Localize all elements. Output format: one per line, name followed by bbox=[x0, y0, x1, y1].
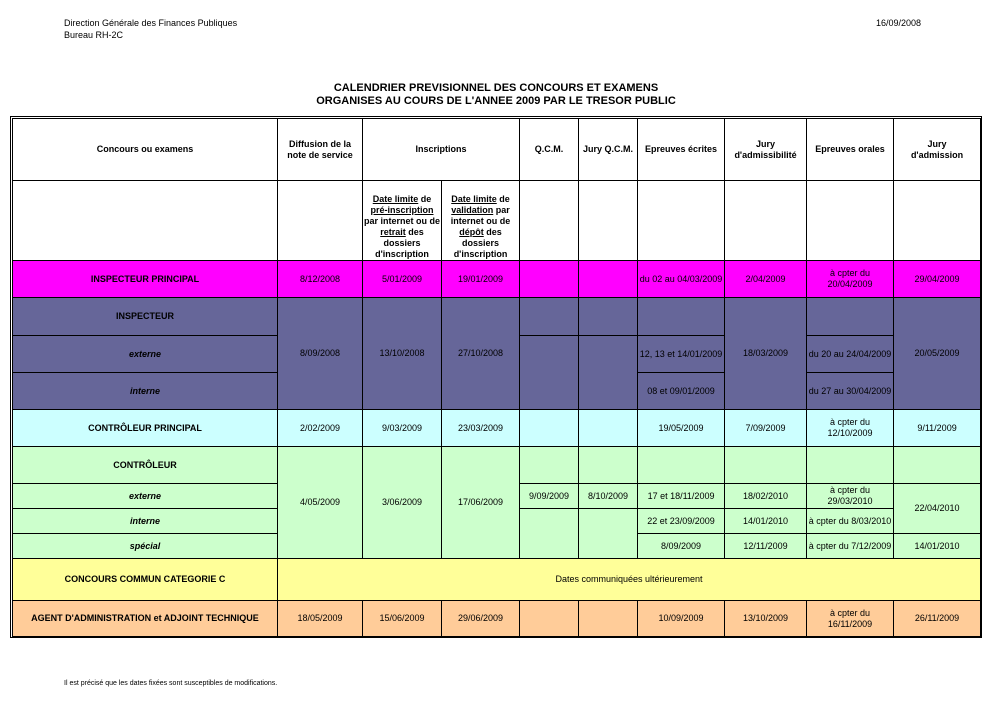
admission-cell bbox=[894, 447, 981, 484]
valid-text-1: Date limite bbox=[451, 194, 497, 204]
col-header-qcm: Q.C.M. bbox=[520, 119, 579, 181]
admission-cell: 20/05/2009 bbox=[894, 298, 981, 410]
diffusion-cell: 18/05/2009 bbox=[278, 601, 363, 637]
orales-cell: à cpter du 12/10/2009 bbox=[807, 410, 894, 447]
jury-qcm-cell bbox=[579, 447, 638, 484]
orales-cell bbox=[807, 447, 894, 484]
orales-cell bbox=[807, 298, 894, 336]
jury-admissibilite-cell: 2/04/2009 bbox=[725, 261, 807, 298]
jury-admissibilite-cell bbox=[725, 447, 807, 484]
col-header-orales: Epreuves orales bbox=[807, 119, 894, 181]
orales-cell: à cpter du 20/04/2009 bbox=[807, 261, 894, 298]
calendar-table bbox=[12, 118, 981, 637]
ecrites-cell bbox=[638, 447, 725, 484]
orales-cell: à cpter du 7/12/2009 bbox=[807, 534, 894, 559]
row-concours-commun-c bbox=[13, 559, 981, 601]
jury-qcm-cell bbox=[579, 261, 638, 298]
footer-note: Il est précisé que les dates fixées sont susceptibles de modifications. bbox=[64, 680, 278, 687]
row-label: INSPECTEUR PRINCIPAL bbox=[13, 261, 278, 298]
blank-cell bbox=[894, 181, 981, 261]
row-label: interne bbox=[13, 373, 278, 410]
col-header-preinscription bbox=[363, 181, 442, 261]
jury-admissibilite-cell: 13/10/2009 bbox=[725, 601, 807, 637]
col-header-jury-admission bbox=[894, 119, 981, 181]
jury-admission-line-1: Jury bbox=[927, 138, 947, 149]
valid-text-3: validation bbox=[451, 205, 494, 215]
ecrites-cell: 10/09/2009 bbox=[638, 601, 725, 637]
title-line-2: ORGANISES AU COURS DE L'ANNEE 2009 PAR LE TRESOR PUBLIC bbox=[316, 95, 676, 107]
preinsc-text-2: de bbox=[418, 194, 432, 204]
diffusion-cell: 8/09/2008 bbox=[278, 298, 363, 410]
admission-cell: 26/11/2009 bbox=[894, 601, 981, 637]
row-label: INSPECTEUR bbox=[13, 298, 278, 336]
blank-cell bbox=[725, 181, 807, 261]
blank-cell bbox=[807, 181, 894, 261]
qcm-cell bbox=[520, 509, 579, 559]
jury-qcm-cell bbox=[579, 410, 638, 447]
document-date: 16/09/2008 bbox=[876, 18, 922, 28]
validation-cell: 19/01/2009 bbox=[442, 261, 520, 298]
qcm-cell bbox=[520, 447, 579, 484]
jury-adm-line-1: Jury bbox=[756, 138, 776, 149]
row-inspecteur-principal bbox=[13, 261, 981, 298]
valid-text-6: des dossiers d'inscription bbox=[453, 227, 508, 259]
row-label: CONCOURS COMMUN CATEGORIE C bbox=[13, 559, 278, 601]
ecrites-cell bbox=[638, 298, 725, 336]
row-label: spécial bbox=[13, 534, 278, 559]
col-header-ecrites: Epreuves écrites bbox=[638, 119, 725, 181]
preinscription-cell: 15/06/2009 bbox=[363, 601, 442, 637]
admission-cell: 9/11/2009 bbox=[894, 410, 981, 447]
subheader-row bbox=[13, 181, 981, 261]
ecrites-cell: 8/09/2009 bbox=[638, 534, 725, 559]
col-header-diffusion: Diffusion de la note de service bbox=[278, 119, 363, 181]
validation-cell: 27/10/2008 bbox=[442, 298, 520, 410]
row-label: externe bbox=[13, 336, 278, 373]
blank-cell bbox=[520, 181, 579, 261]
preinsc-text-4: par internet ou de bbox=[364, 216, 441, 226]
org-line-2: Bureau RH-2C bbox=[64, 30, 124, 40]
jury-qcm-cell bbox=[579, 509, 638, 559]
jury-admissibilite-cell: 7/09/2009 bbox=[725, 410, 807, 447]
row-label: CONTRÔLEUR PRINCIPAL bbox=[13, 410, 278, 447]
ecrites-cell: 12, 13 et 14/01/2009 bbox=[638, 336, 725, 373]
row-label: AGENT D'ADMINISTRATION et ADJOINT TECHNIQUE bbox=[13, 601, 278, 637]
preinsc-text-5: retrait bbox=[380, 227, 406, 237]
qcm-cell bbox=[520, 336, 579, 410]
valid-text-5: dépôt bbox=[459, 227, 484, 237]
col-header-jury-admissibilite bbox=[725, 119, 807, 181]
blank-cell bbox=[278, 181, 363, 261]
jury-qcm-cell bbox=[579, 601, 638, 637]
row-agent-administration bbox=[13, 601, 981, 637]
col-header-inscriptions: Inscriptions bbox=[363, 119, 520, 181]
ecrites-cell: du 02 au 04/03/2009 bbox=[638, 261, 725, 298]
validation-cell: 17/06/2009 bbox=[442, 447, 520, 559]
preinscription-cell: 5/01/2009 bbox=[363, 261, 442, 298]
preinscription-cell: 3/06/2009 bbox=[363, 447, 442, 559]
header-row bbox=[13, 119, 981, 181]
preinscription-cell: 9/03/2009 bbox=[363, 410, 442, 447]
dates-note-cell: Dates communiquées ultérieurement bbox=[278, 559, 981, 601]
row-label: CONTRÔLEUR bbox=[13, 447, 278, 484]
qcm-cell bbox=[520, 601, 579, 637]
jury-admissibilite-cell: 18/03/2009 bbox=[725, 298, 807, 410]
blank-cell bbox=[638, 181, 725, 261]
preinsc-text-1: Date limite bbox=[372, 194, 419, 204]
blank-cell bbox=[579, 181, 638, 261]
col-header-validation bbox=[442, 181, 520, 261]
preinsc-text-3: pré-inscription bbox=[370, 205, 434, 215]
preinscription-cell: 13/10/2008 bbox=[363, 298, 442, 410]
ecrites-cell: 22 et 23/09/2009 bbox=[638, 509, 725, 534]
row-label: externe bbox=[13, 484, 278, 509]
validation-cell: 29/06/2009 bbox=[442, 601, 520, 637]
jury-qcm-cell bbox=[579, 298, 638, 336]
orales-cell: à cpter du 29/03/2010 bbox=[807, 484, 894, 509]
qcm-cell bbox=[520, 261, 579, 298]
organization-header bbox=[64, 17, 237, 41]
row-label: interne bbox=[13, 509, 278, 534]
diffusion-cell: 4/05/2009 bbox=[278, 447, 363, 559]
title-line-1: CALENDRIER PREVISIONNEL DES CONCOURS ET EXAMENS bbox=[333, 82, 659, 94]
jury-qcm-cell bbox=[579, 336, 638, 410]
jury-admission-line-2: d'admission bbox=[910, 149, 964, 160]
jury-adm-line-2: d'admissibilité bbox=[734, 149, 797, 160]
admission-cell: 22/04/2010 bbox=[894, 484, 981, 534]
qcm-cell bbox=[520, 298, 579, 336]
org-line-1: Direction Générale des Finances Publiques bbox=[64, 18, 238, 28]
jury-admissibilite-cell: 18/02/2010 bbox=[725, 484, 807, 509]
admission-cell: 29/04/2009 bbox=[894, 261, 981, 298]
col-header-concours: Concours ou examens bbox=[13, 119, 278, 181]
orales-cell: à cpter du 8/03/2010 bbox=[807, 509, 894, 534]
qcm-cell bbox=[520, 410, 579, 447]
ecrites-cell: 08 et 09/01/2009 bbox=[638, 373, 725, 410]
valid-text-2: de bbox=[496, 194, 510, 204]
row-controleur bbox=[13, 447, 981, 484]
orales-cell: à cpter du 16/11/2009 bbox=[807, 601, 894, 637]
row-inspecteur bbox=[13, 298, 981, 336]
preinsc-text-6: des dossiers d'inscription bbox=[375, 227, 429, 259]
valid-text-4: par internet ou de bbox=[450, 205, 511, 226]
col-header-jury-qcm: Jury Q.C.M. bbox=[579, 119, 638, 181]
jury-admissibilite-cell: 12/11/2009 bbox=[725, 534, 807, 559]
row-controleur-principal bbox=[13, 410, 981, 447]
diffusion-cell: 2/02/2009 bbox=[278, 410, 363, 447]
jury-admissibilite-cell: 14/01/2010 bbox=[725, 509, 807, 534]
ecrites-cell: 19/05/2009 bbox=[638, 410, 725, 447]
jury-qcm-cell: 8/10/2009 bbox=[579, 484, 638, 509]
orales-cell: du 27 au 30/04/2009 bbox=[807, 373, 894, 410]
diffusion-cell: 8/12/2008 bbox=[278, 261, 363, 298]
validation-cell: 23/03/2009 bbox=[442, 410, 520, 447]
orales-cell: du 20 au 24/04/2009 bbox=[807, 336, 894, 373]
blank-cell bbox=[13, 181, 278, 261]
ecrites-cell: 17 et 18/11/2009 bbox=[638, 484, 725, 509]
qcm-cell: 9/09/2009 bbox=[520, 484, 579, 509]
admission-cell: 14/01/2010 bbox=[894, 534, 981, 559]
